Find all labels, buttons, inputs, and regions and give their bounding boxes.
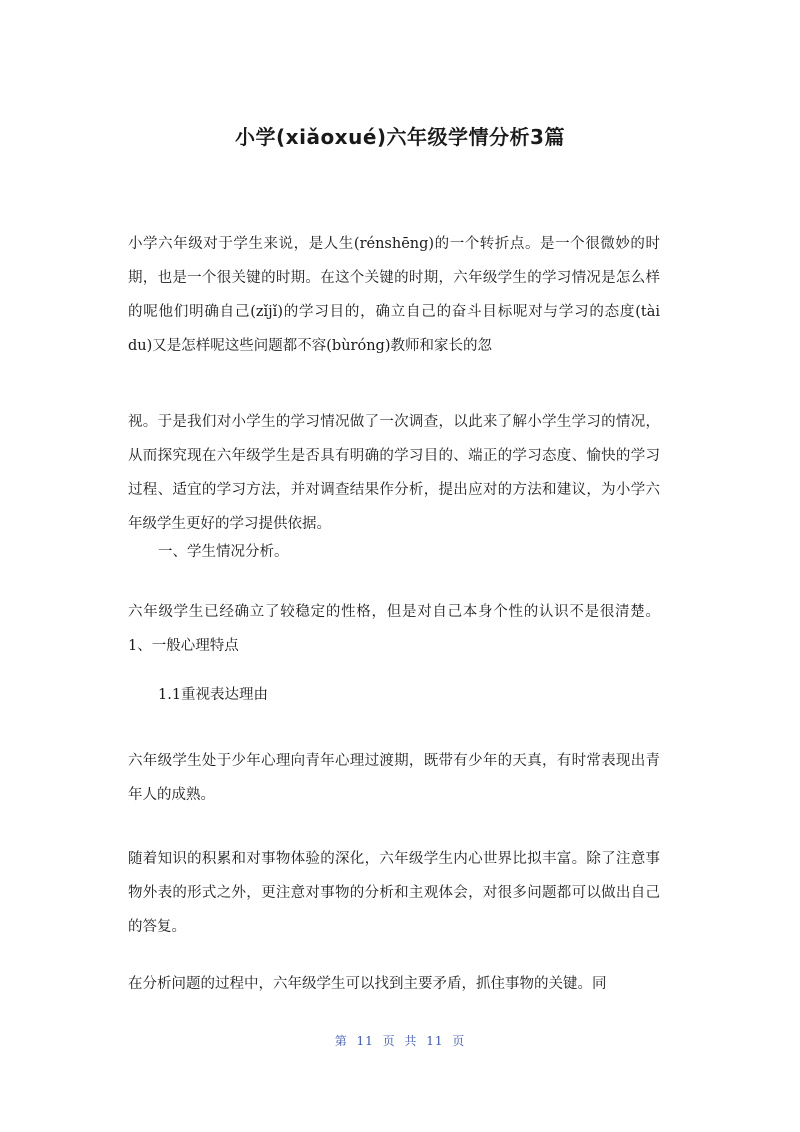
section-heading: 一、学生情况分析。	[158, 544, 289, 560]
document-title: 小学(xiǎoxué)六年级学情分析3篇	[235, 125, 565, 149]
paragraph-transition: 六年级学生处于少年心理向青年心理过渡期，既带有少年的天真，有时常表现出青年人的成熟。	[128, 753, 660, 803]
paragraph-analysis: 在分析问题的过程中，六年级学生可以找到主要矛盾，抓住事物的关键。同	[128, 976, 607, 992]
paragraph-survey: 视。于是我们对小学生的学习情况做了一次调查，以此来了解小学生学习的情况，从而探究现在六年级学生是否具有明确的学习目的、端正的学习态度、愉快的学习过程、适宜的学习方法，并对调查结果作分析，提出应对的方法和建议，为小学六年级学生更好的学习提供依据。	[128, 414, 660, 532]
subsection-heading: 1.1重视表达理由	[158, 687, 269, 703]
paragraph-inner-world: 随着知识的积累和对事物体验的深化，六年级学生内心世界比拟丰富。除了注意事物外表的形式之外，更注意对事物的分析和主观体会，对很多问题都可以做出自己的答复。	[128, 851, 660, 935]
paragraph-intro: 小学六年级对于学生来说，是人生(rénshēng)的一个转折点。是一个很微妙的时期，也是一个很关键的时期。在这个关键的时期，六年级学生的学习情况是怎么样的呢他们明确自己(zǐjǐ)的学习目的，确立自己的奋斗目标呢对与学习的态度(tài du)又是怎样呢这些问题都不容(bùróng)教师和家长的忽	[128, 236, 660, 354]
page-number-footer: 第 11 页 共 11 页	[334, 1034, 466, 1048]
paragraph-personality: 六年级学生已经确立了较稳定的性格，但是对自己本身个性的认识不是很清楚。 1、一般心理特点	[128, 604, 660, 654]
